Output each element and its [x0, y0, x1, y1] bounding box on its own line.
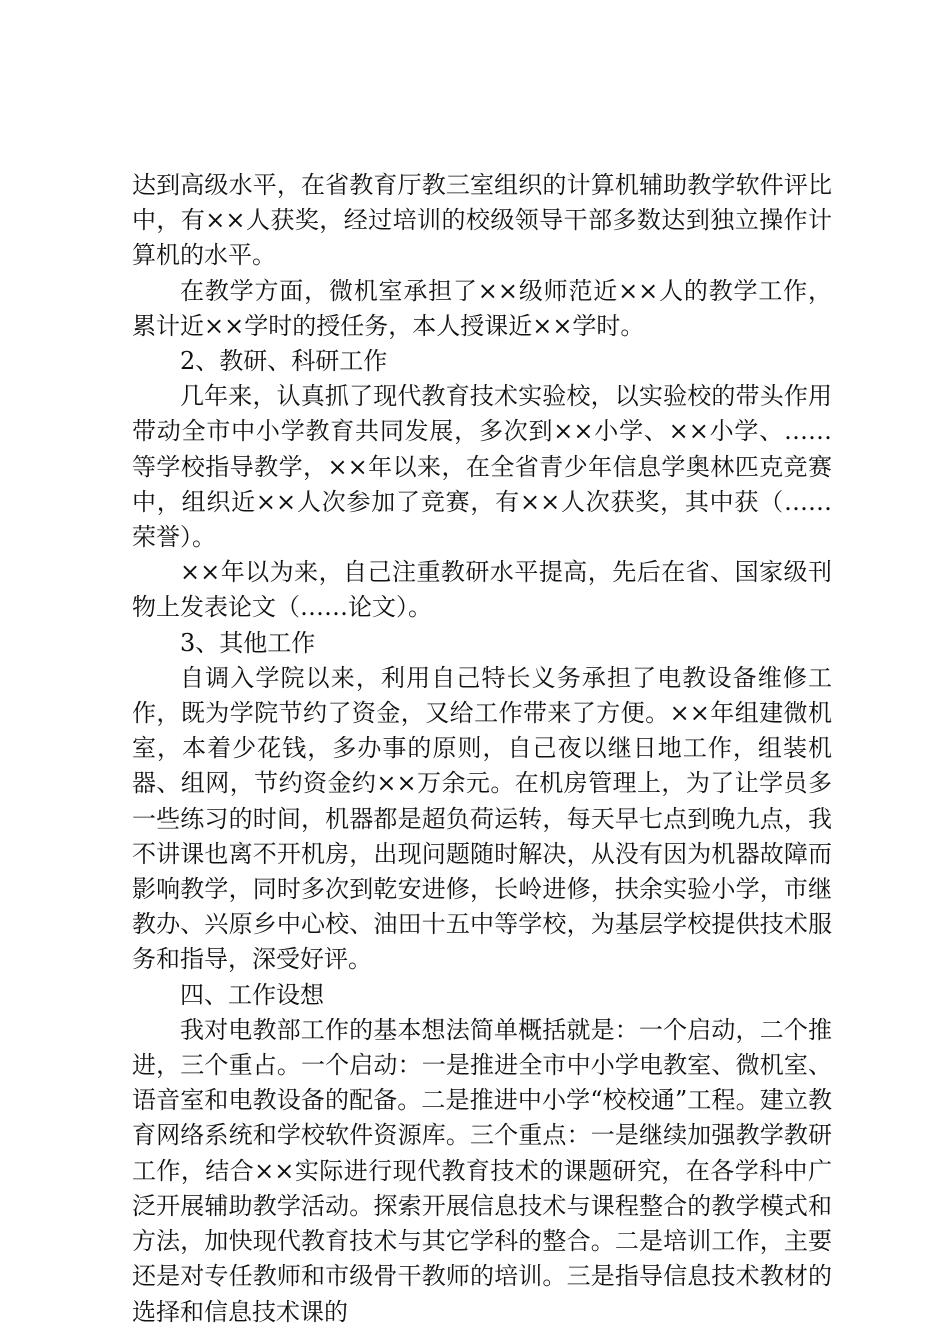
paragraph-other-work: 自调入学院以来，利用自己特长义务承担了电教设备维修工作，既为学院节约了资金，又给工作带来了方便。××年组建微机室，本着少花钱，多办事的原则，自己夜以继日地工作，组装机器、组网，节约资金约××万余元。在机房管理上，为了让学员多一些练习的时间，机器都是超负荷运转，每天早七点到晚九点，我不讲课也离不开机房，出现问题随时解决，从没有因为机器故障而影响教学，同时多次到乾安进修，长岭进修，扶余实验小学，市继教办、兴原乡中心校、油田十五中等学校，为基层学校提供技术服务和指导，深受好评。	[132, 663, 832, 974]
section-heading-work-plan: 四、工作设想	[180, 980, 324, 1009]
document-body	[132, 168, 832, 1330]
paragraph-teaching: 在教学方面，微机室承担了××级师范近××人的教学工作，累计近××学时的授任务，本人授课近××学时。	[132, 276, 832, 340]
section-heading-research: 2、教研、科研工作	[180, 347, 388, 376]
paragraph-work-plan: 我对电教部工作的基本想法简单概括就是：一个启动，二个推进，三个重占。一个启动：一是推进全市中小学电教室、微机室、语音室和电教设备的配备。二是推进中小学“校校通”工程。建立教育网络系统和学校软件资源库。三个重点：一是继续加强教学教研工作，结合××实际进行现代教育技术的课题研究，在各学科中广泛开展辅助教学活动。探索开展信息技术与课程整合的教学模式和方法，加快现代教育技术与其它学科的整合。二是培训工作，主要还是对专任教师和市级骨干教师的培训。三是指导信息技术教材的选择和信息技术课的	[132, 1015, 832, 1326]
paragraph-publications: ××年以为来，自己注重教研水平提高，先后在省、国家级刊物上发表论文（……论文）。	[132, 558, 832, 622]
paragraph-continuation: 达到高级水平，在省教育厅教三室组织的计算机辅助教学软件评比中，有××人获奖，经过培训的校级领导干部多数达到独立操作计算机的水平。	[132, 171, 832, 270]
section-heading-other-work: 3、其他工作	[180, 628, 316, 657]
paragraph-research: 几年来，认真抓了现代教育技术实验校，以实验校的带头作用带动全市中小学教育共同发展，多次到××小学、××小学、……等学校指导教学，××年以来，在全省青少年信息学奥林匹克竞赛中，组织近××人次参加了竞赛，有××人次获奖，其中获（……荣誉）。	[132, 382, 832, 552]
